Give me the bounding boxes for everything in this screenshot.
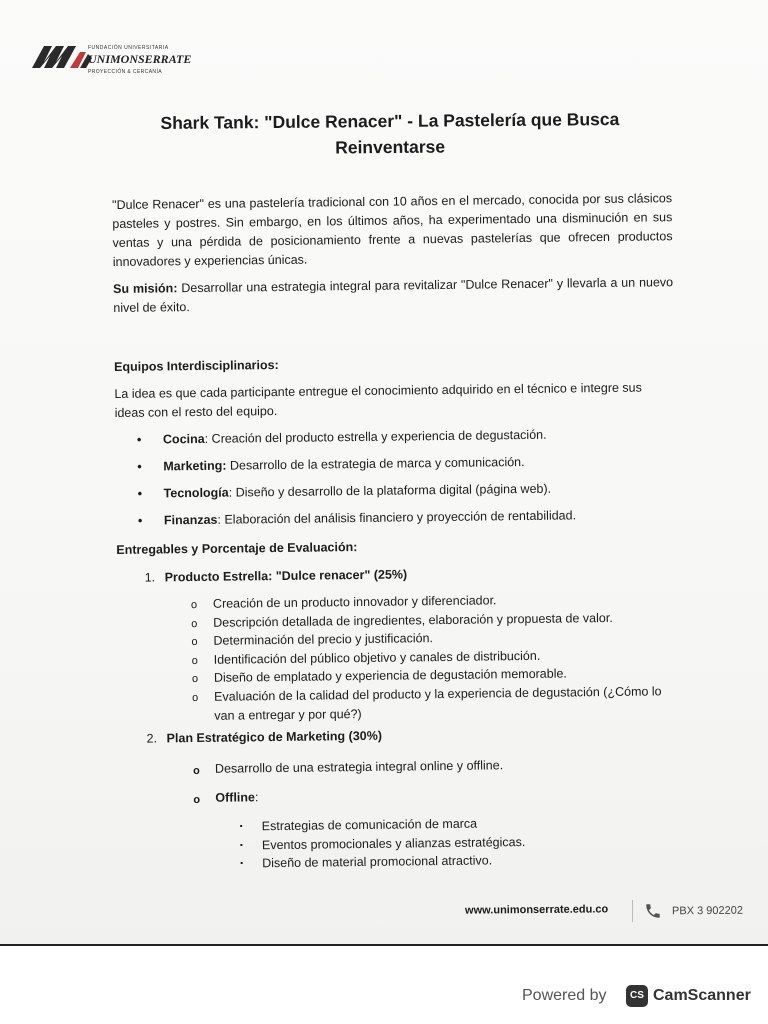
- deliverable-1-title: [117, 562, 677, 588]
- mission-label: Su misión:: [113, 281, 178, 296]
- deliverable-1-number: 1.: [144, 570, 156, 585]
- list-item: o Determinación del precio y justificación.: [191, 626, 677, 651]
- logo-line1: FUNDACIÓN UNIVERSITARIA: [88, 45, 169, 51]
- deliverable-2-label: Plan Estratégico de Marketing (30%): [166, 728, 383, 746]
- logo-line3: PROYECCIÓN & CERCANÍA: [88, 69, 162, 75]
- list-item: ▪ Eventos promocionales y alianzas estratégicas.: [238, 831, 680, 855]
- deliverables-heading: Entregables y Porcentaje de Evaluación:: [116, 540, 358, 557]
- list-item: o Evaluación de la calidad del producto y la experiencia de degustación (¿Cómo lo van a entregar y por qué?): [192, 682, 678, 725]
- offline-points: [238, 812, 681, 873]
- offline-colon: :: [254, 790, 259, 805]
- title-line2: Reinventarse: [335, 136, 446, 158]
- document-title: [150, 106, 630, 162]
- deliverable-2-points: [193, 754, 680, 808]
- list-item: o Identificación del público objetivo y canales de distribución.: [192, 645, 678, 670]
- mission-paragraph: [113, 273, 673, 318]
- footer-pbx: PBX 3 902202: [671, 904, 744, 918]
- team-desc: Desarrollo de la estrategia de marca y comunicación.: [226, 454, 525, 473]
- deliverable-1-label: Producto Estrella: "Dulce renacer" (25%): [164, 567, 408, 585]
- deliverable-2-number: 2.: [146, 731, 158, 746]
- logo-text: [88, 45, 191, 75]
- team-name: Finanzas: [163, 512, 218, 528]
- camscanner-brand: CamScanner: [653, 987, 751, 1004]
- team-item-finanzas: [136, 505, 676, 539]
- mission-text: Desarrollar una estrategia integral para revitalizar "Dulce Renacer" y llevarla a un nuevo nivel de éxito.: [113, 275, 674, 315]
- deliverable-2-title: [119, 723, 679, 749]
- list-item: o Desarrollo de una estrategia integral online y offline.: [193, 754, 679, 779]
- offline-label: Offline: [215, 790, 256, 805]
- team-desc: Diseño y desarrollo de la plataforma digital (página web).: [232, 481, 552, 500]
- offline-item: [193, 783, 679, 808]
- phone-icon: [644, 902, 662, 920]
- teams-intro: La idea es que cada participante entregue el conocimiento adquirido en el técnico e integre sus ideas con el resto del equipo.: [114, 380, 642, 420]
- document-body: [112, 189, 680, 875]
- team-desc: Creación del producto estrella y experiencia de degustación.: [208, 427, 547, 446]
- scanner-footer-band: [0, 946, 768, 1024]
- team-name: Marketing:: [163, 458, 227, 474]
- list-item: o Creación de un producto innovador y diferenciador.: [191, 589, 677, 614]
- team-sep: :: [228, 485, 233, 500]
- teams-list: [135, 424, 676, 539]
- team-desc: Elaboración del análisis financiero y proyección de rentabilidad.: [220, 508, 577, 527]
- list-item: o Diseño de emplatado y experiencia de degustación memorable.: [192, 663, 678, 688]
- list-item: ▪ Diseño de material promocional atractivo.: [238, 849, 680, 873]
- footer-website: www.unimonserrate.edu.co: [464, 903, 609, 917]
- team-sep: :: [204, 431, 209, 446]
- logo-line2: UNIMONSERRATE: [88, 52, 192, 66]
- powered-by-label: Powered by: [522, 987, 607, 1004]
- list-item: ▪ Estrategias de comunicación de marca: [238, 812, 680, 836]
- camscanner-logo-icon: CS: [626, 985, 648, 1007]
- team-sep: :: [217, 512, 222, 527]
- team-name: Tecnología: [163, 485, 229, 501]
- list-item: o Descripción detallada de ingredientes, elaboración y propuesta de valor.: [191, 608, 677, 633]
- teams-heading: Equipos Interdisciplinarios:: [114, 357, 279, 374]
- intro-paragraph: "Dulce Renacer" es una pastelería tradicional con 10 años en el mercado, conocida por sus clásicos pasteles y postres. Sin embargo, en los últimos años, ha experimentado una disminución en sus ventas y una pérdida de posicionamiento frente a nuevas pastelerías que ofrecen productos innovadores y experiencias únicas.: [112, 191, 673, 269]
- team-name: Cocina: [162, 431, 205, 447]
- footer-divider: [632, 900, 633, 922]
- title-line1: Shark Tank: "Dulce Renacer" - La Pastelería que Busca: [160, 108, 620, 134]
- deliverable-1-points: [191, 589, 679, 725]
